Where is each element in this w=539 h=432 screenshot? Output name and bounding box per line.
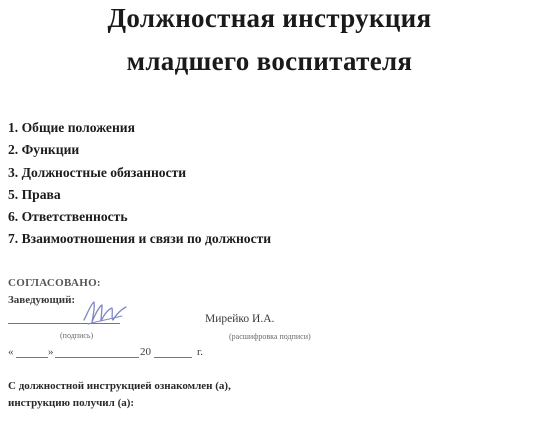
date-year-prefix: 20: [140, 346, 151, 358]
contents-item-relations: 7. Взаимоотношения и связи по должности: [8, 231, 272, 247]
date-close-quote: »: [48, 346, 54, 358]
signature-caption: (подпись): [60, 331, 94, 340]
contents-item-responsibility: 6. Ответственность: [8, 209, 128, 225]
acknowledgement-line-1: С должностной инструкцией ознакомлен (а),: [8, 380, 231, 392]
approval-position-label: Заведующий:: [8, 294, 76, 306]
date-day-line: [16, 357, 48, 358]
decipher-caption: (расшифровка подписи): [229, 332, 311, 341]
contents-item-duties: 3. Должностные обязанности: [8, 164, 187, 180]
acknowledgement-line-2: инструкцию получил (а):: [8, 397, 135, 409]
contents-item-general: 1. Общие положения: [8, 120, 135, 135]
date-month-line: [55, 357, 139, 358]
date-year-suffix: г.: [197, 346, 204, 358]
document-title-line-2: младшего воспитателя: [126, 46, 413, 76]
date-year-line: [154, 357, 192, 358]
contents-list: [8, 117, 271, 251]
approval-heading: СОГЛАСОВАНО:: [8, 277, 101, 289]
signer-name: Мирейко И.А.: [205, 313, 275, 325]
approval-date-row: [8, 346, 248, 360]
date-open-quote: «: [8, 346, 14, 358]
handwritten-signature: [82, 298, 128, 326]
document-title-line-1: Должностная инструкция: [107, 3, 432, 33]
contents-item-functions: 2. Функции: [8, 142, 80, 158]
contents-item-rights: 5. Права: [8, 186, 61, 202]
